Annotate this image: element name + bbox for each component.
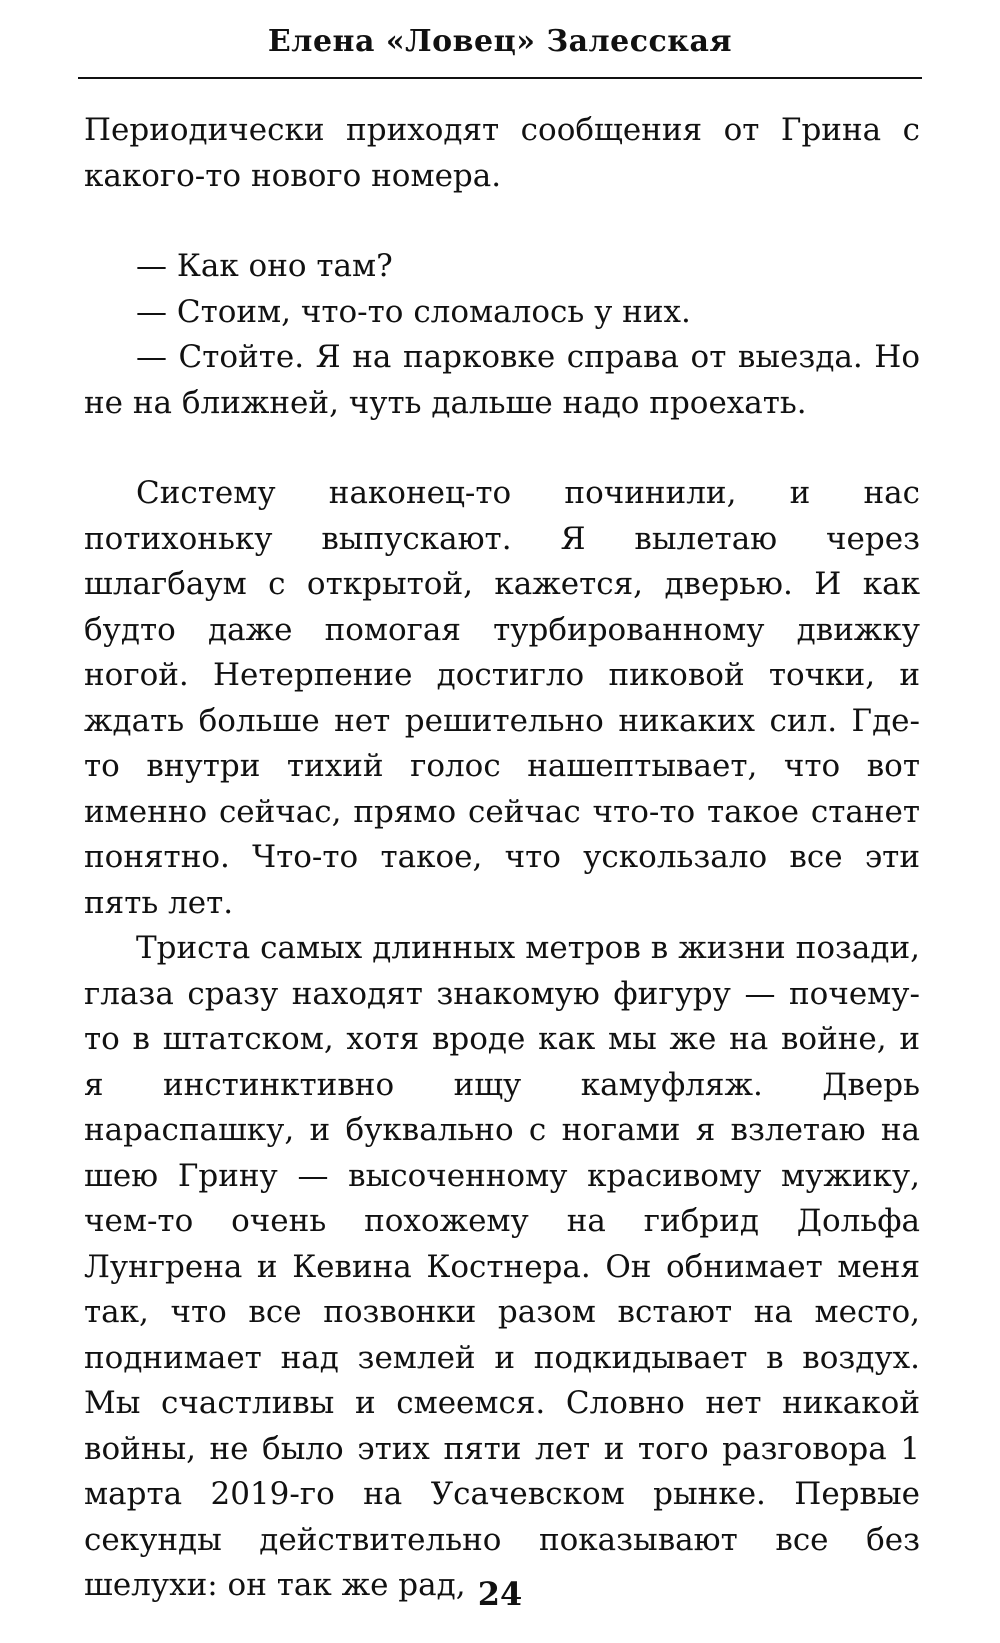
body-text xyxy=(84,108,920,1609)
paragraph-messages: Периодически приходят сообщения от Грина с какого-то нового номера. xyxy=(84,112,920,194)
paragraph-meeting: Триста самых длинных метров в жизни позади, глаза сразу находят знакомую фигуру — почему-то в штатском, хотя вроде как мы же на войне, и я инстинктивно ищу камуфляж. Дверь нараспашку, и буквально с ногами я взлетаю на шею Грину — высоченному красивому мужику, чем-то очень похожему на гибрид Дольфа Лунгрена и Кевина Костнера. Он обнимает меня так, что все позвонки разом встают на место, поднимает над землей и подкидывает в воздух. Мы счастливы и смеемся. Словно нет никакой войны, не было этих пяти лет и того разговора 1 марта 2019-го на Усачевском рынке. Первые секунды действительно показывают все без шелухи: он так же рад, xyxy=(84,930,920,1603)
page-number: 24 xyxy=(477,1575,523,1613)
blank-line xyxy=(84,426,920,471)
dialogue-line: — Стоим, что-то сломалось у них. xyxy=(136,293,691,330)
running-head: Елена «Ловец» Залесская xyxy=(267,24,733,59)
blank-line xyxy=(84,199,920,244)
paragraph-barrier: Систему наконец-то починили, и нас потихоньку выпускают. Я вылетаю через шлагбаум с открытой, кажется, дверью. И как будто даже помогая турбированному движку ногой. Нетерпение достигло пиковой точки, и ждать больше нет решительно никаких сил. Где-то внутри тихий голос нашептывает, что вот именно сейчас, прямо сейчас что-то такое станет понятно. Что-то такое, что ускользало все эти пять лет. xyxy=(84,475,920,921)
dialogue-line: — Стойте. Я на парковке справа от выезда. Но не на ближней, чуть дальше надо проехать. xyxy=(84,339,920,421)
dialogue-line: — Как оно там? xyxy=(136,248,393,284)
header-rule xyxy=(78,77,922,79)
